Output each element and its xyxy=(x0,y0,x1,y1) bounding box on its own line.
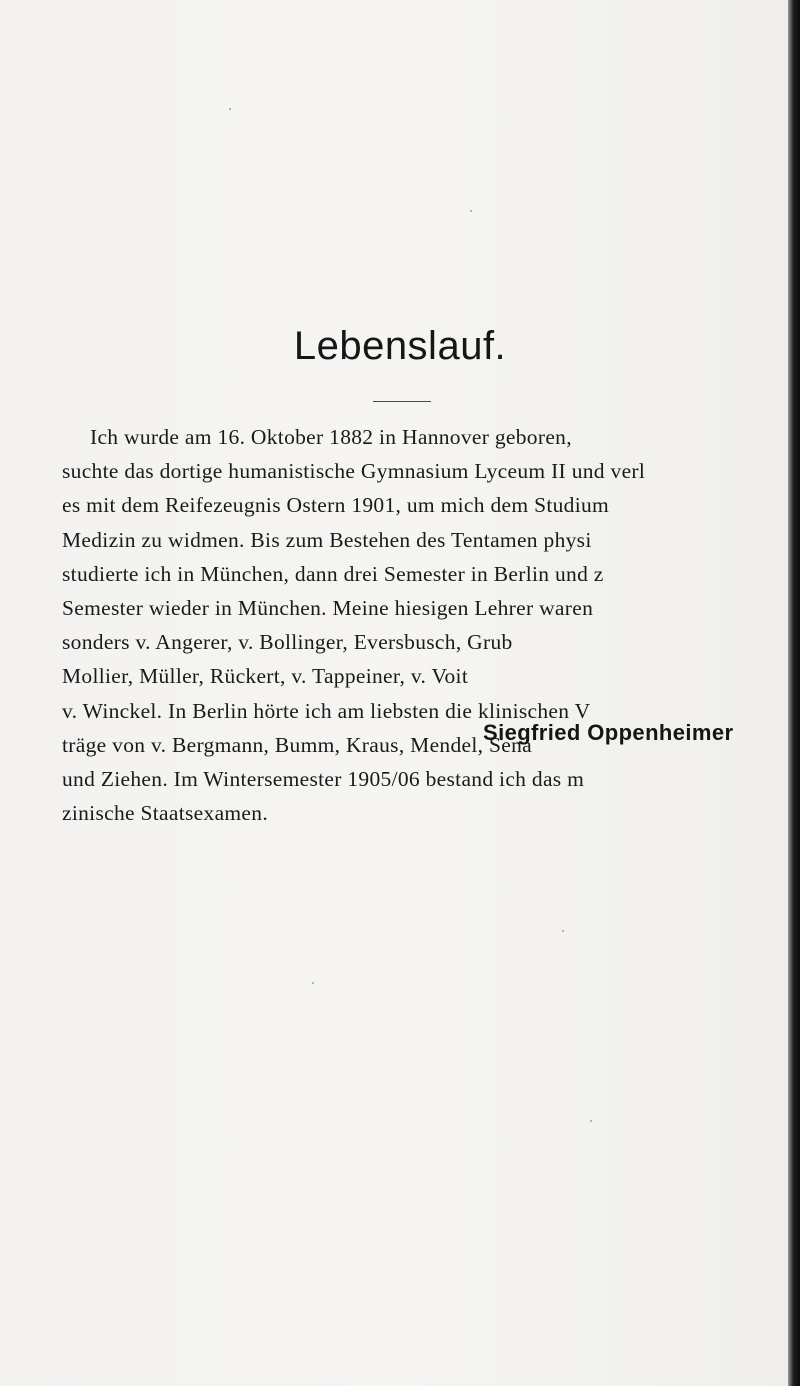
text-line: es mit dem Reifezeugnis Ostern 1901, um mich dem Studium xyxy=(62,493,610,518)
biography-paragraph xyxy=(62,420,800,830)
text-line: Medizin zu widmen. Bis zum Bestehen des Tentamen physi xyxy=(62,527,592,552)
title-divider xyxy=(373,401,431,402)
document-title: Lebenslauf. xyxy=(293,324,507,368)
text-line: suchte das dortige humanistische Gymnasium Lyceum II und verl xyxy=(62,459,646,484)
text-line: zinische Staatsexamen. xyxy=(62,801,268,826)
text-line: sonders v. Angerer, v. Bollinger, Eversbusch, Grub xyxy=(62,630,513,655)
paper-speck xyxy=(590,1120,592,1122)
text-line: v. Winckel. In Berlin hörte ich am liebsten die klinischen V xyxy=(62,698,591,723)
author-signature: Siegfried Oppenheimer xyxy=(483,720,734,745)
paper-speck xyxy=(562,930,564,932)
text-line: Ich wurde am 16. Oktober 1882 in Hannover geboren, xyxy=(90,425,572,449)
text-line: studierte ich in München, dann drei Semester in Berlin und z xyxy=(62,561,604,586)
text-line: Semester wieder in München. Meine hiesigen Lehrer waren xyxy=(62,595,594,620)
paper-speck xyxy=(312,982,314,984)
paper-speck xyxy=(470,210,472,212)
paper-speck xyxy=(229,108,231,110)
text-line: Mollier, Müller, Rückert, v. Tappeiner, v. Voit xyxy=(62,664,469,689)
text-line: und Ziehen. Im Wintersemester 1905/06 bestand ich das m xyxy=(62,766,585,791)
text-line: träge von v. Bergmann, Bumm, Kraus, Mendel, Sena xyxy=(62,732,532,757)
